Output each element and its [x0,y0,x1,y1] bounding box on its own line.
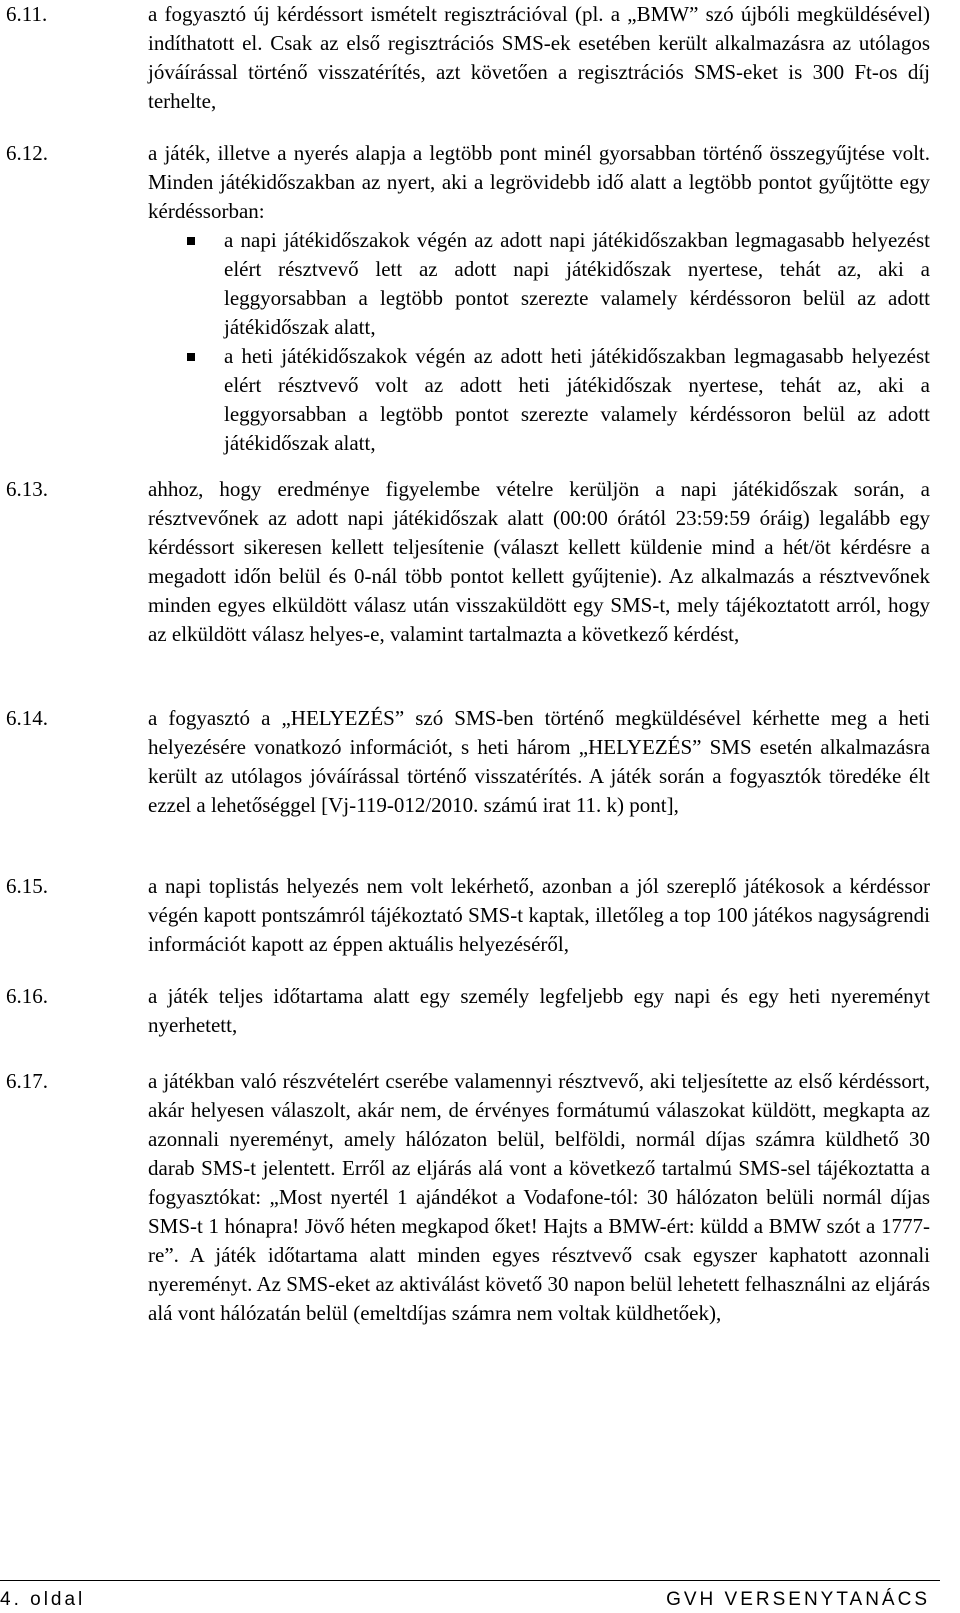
section-text: a játékban való részvételért cserébe valamennyi résztvevő, aki teljesítette az első kérdéssort, akár helyesen válaszolt, akár nem, de érvényes formátumú válaszokat küldött, megkapta az azonnali nyereményt, amely hálózaton belül, belföldi, normál díjas számra küldhető 30 darab SMS-t jelentett. Erről az eljárás alá vont a következő tartalmú SMS-sel tájékoztatta a fogyasztókat: „Most nyertél 1 ajándékot a Vodafone-tól: 30 hálózaton belüli normál díjas SMS-t 1 hónapra! Jövő héten megkapod őket! Hajts a BMW-ért: küldd a BMW szót a 1777-re”. A játék időtartama alatt minden egyes résztvevő csak egyszer kaphatott azonnali nyereményt. Az SMS-eket az aktiválást követő 30 napon belül lehetett felhasználni az eljárás alá vont hálózatán belül (emeltdíjas számra nem voltak küldhetőek), [148,1069,930,1325]
section-number: 6.13. [6,477,48,501]
section-6-16 [6,982,930,1040]
section-number: 6.14. [6,706,48,730]
list-item-text: a napi játékidőszakok végén az adott napi játékidőszakban legmagasabb helyezést elért résztvevő lett az adott napi játékidőszak nyertese, tehát az, aki a leggyorsabban a legtöbb pontot szerezte valamely kérdéssoron belül az adott játékidőszak alatt, [224,228,930,339]
section-text: a fogyasztó a „HELYEZÉS” szó SMS-ben történő megküldésével kérhette meg a heti helyezésére vonatkozó információt, s heti három „HELYEZÉS” SMS esetén alkalmazásra került az utólagos jóváírással történő visszatérítés. A játék során a fogyasztók töredéke élt ezzel a lehetőséggel [Vj-119-012/2010. számú irat 11. k) pont], [148,706,930,817]
section-number: 6.12. [6,141,48,165]
section-text: a játék teljes időtartama alatt egy személy legfeljebb egy napi és egy heti nyereményt nyerhetett, [148,984,930,1037]
section-text: a játék, illetve a nyerés alapja a legtöbb pont minél gyorsabban történő összegyűjtése volt. Minden játékidőszakban az nyert, aki a legrövidebb idő alatt a legtöbb pontot gyűjtötte egy kérdéssorban: [148,141,930,223]
footer-divider [0,1580,940,1581]
bullet-list [148,226,930,458]
section-6-17 [6,1067,930,1328]
section-text: a napi toplistás helyezés nem volt lekérhető, azonban a jól szereplő játékosok a kérdéssor végén kapott pontszámról tájékoztató SMS-t kaptak, illetőleg a top 100 játékos nagyságrendi információt kapott az éppen aktuális helyezéséről, [148,874,930,956]
section-6-15 [6,872,930,959]
square-bullet-icon [187,353,195,361]
section-text: ahhoz, hogy eredménye figyelembe vételre kerüljön a napi játékidőszak során, a résztvevőnek az adott napi játékidőszak alatt (00:00 órától 23:59:59 óráig) legalább egy kérdéssort sikeresen kellett teljesítenie (választ kellett küldenie mind a hét/öt kérdésre a megadott időn belül és 0-nál több pontot kellett gyűjtenie). Az alkalmazás a résztvevőnek minden egyes elküldött válasz után visszaküldött egy SMS-t, mely tájékoztatott arról, hogy az elküldött válasz helyes-e, valamint tartalmazta a következő kérdést, [148,477,930,646]
section-6-11 [6,0,930,116]
section-number: 6.17. [6,1069,48,1093]
list-item [148,226,930,342]
list-item [148,342,930,458]
footer-organization: GVH VERSENYTANÁCS [666,1589,930,1610]
section-6-13 [6,475,930,649]
section-6-14 [6,704,930,820]
section-number: 6.15. [6,874,48,898]
section-number: 6.11. [6,2,48,26]
page-number: 4. oldal [0,1589,86,1610]
section-6-12 [6,139,930,458]
section-number: 6.16. [6,984,48,1008]
section-text: a fogyasztó új kérdéssort ismételt regisztrációval (pl. a „BMW” szó újbóli megküldésével) indíthatott el. Csak az első regisztrációs SMS-ek esetében került alkalmazásra az utólagos jóváírással történő visszatérítés, azt követően a regisztrációs SMS-eket is 300 Ft-os díj terhelte, [148,2,930,113]
square-bullet-icon [187,237,195,245]
list-item-text: a heti játékidőszakok végén az adott heti játékidőszakban legmagasabb helyezést elért résztvevő volt az adott heti játékidőszak nyertese, tehát az, aki a leggyorsabban a legtöbb pontot szerezte valamely kérdéssoron belül az adott játékidőszak alatt, [224,344,930,455]
